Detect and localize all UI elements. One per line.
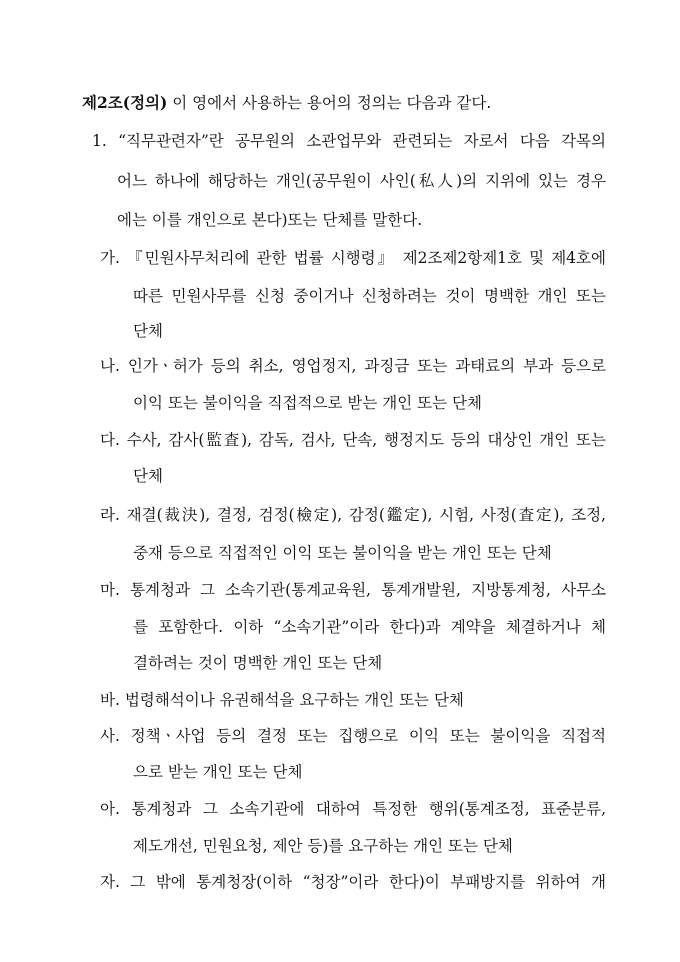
subitem-na-line-2: 이익 또는 불이익을 직접적으로 받는 개인 또는 단체 <box>133 394 482 412</box>
article-heading-line <box>82 93 491 113</box>
subitem-ma-line-3: 결하려는 것이 명백한 개인 또는 단체 <box>133 654 383 672</box>
item-1-line-2: 어느 하나에 해당하는 개인(공무원이 사인(私人)의 지위에 있는 경우 <box>117 172 606 190</box>
article-intro: 이 영에서 사용하는 용어의 정의는 다음과 같다. <box>167 94 492 112</box>
subitem-ga-line-3: 단체 <box>133 322 163 340</box>
subitem-a-line-1: 아. 통계청과 그 소속기관에 대하여 특정한 행위(통계조정, 표준분류, <box>100 800 606 818</box>
subitem-ga-line-2: 따른 민원사무를 신청 중이거나 신청하려는 것이 명백한 개인 또는 <box>133 287 606 305</box>
subitem-ra-line-1: 라. 재결(裁決), 결정, 검정(檢定), 감정(鑑定), 시험, 사정(査定), 조정, <box>100 506 606 524</box>
subitem-ga-line-1: 가. 『민원사무처리에 관한 법률 시행령』 제2조제2항제1호 및 제4호에 <box>100 249 606 267</box>
subitem-sa-line-2: 으로 받는 개인 또는 단체 <box>133 763 303 781</box>
subitem-ma-line-1: 마. 통계청과 그 소속기관(통계교육원, 통계개발원, 지방통계청, 사무소 <box>100 581 606 599</box>
article-title: 제2조(정의) <box>82 93 168 112</box>
subitem-sa-line-1: 사. 정책ㆍ사업 등의 결정 또는 집행으로 이익 또는 불이익을 직접적 <box>100 727 606 745</box>
item-1-line-3: 에는 이를 개인으로 본다)또는 단체를 말한다. <box>117 211 423 229</box>
subitem-ma-line-2: 를 포함한다. 이하 “소속기관”이라 한다)과 계약을 체결하거나 체 <box>133 618 606 636</box>
subitem-ja-line-1: 자. 그 밖에 통계청장(이하 “청장”이라 한다)이 부패방지를 위하여 개 <box>100 873 606 891</box>
subitem-ra-line-2: 중재 등으로 직접적인 이익 또는 불이익을 받는 개인 또는 단체 <box>133 544 552 562</box>
subitem-da-line-2: 단체 <box>133 467 163 485</box>
subitem-na-line-1: 나. 인가ㆍ허가 등의 취소, 영업정지, 과징금 또는 과태료의 부과 등으로 <box>100 357 606 375</box>
subitem-da-line-1: 다. 수사, 감사(監査), 감독, 검사, 단속, 행정지도 등의 대상인 개인 또는 <box>100 431 606 449</box>
item-1-line-1: 1. “직무관련자”란 공무원의 소관업무와 관련되는 자로서 다음 각목의 <box>92 132 606 150</box>
subitem-ba-line-1: 바. 법령해석이나 유권해석을 요구하는 개인 또는 단체 <box>100 691 464 709</box>
subitem-a-line-2: 제도개선, 민원요청, 제안 등)를 요구하는 개인 또는 단체 <box>133 837 513 855</box>
